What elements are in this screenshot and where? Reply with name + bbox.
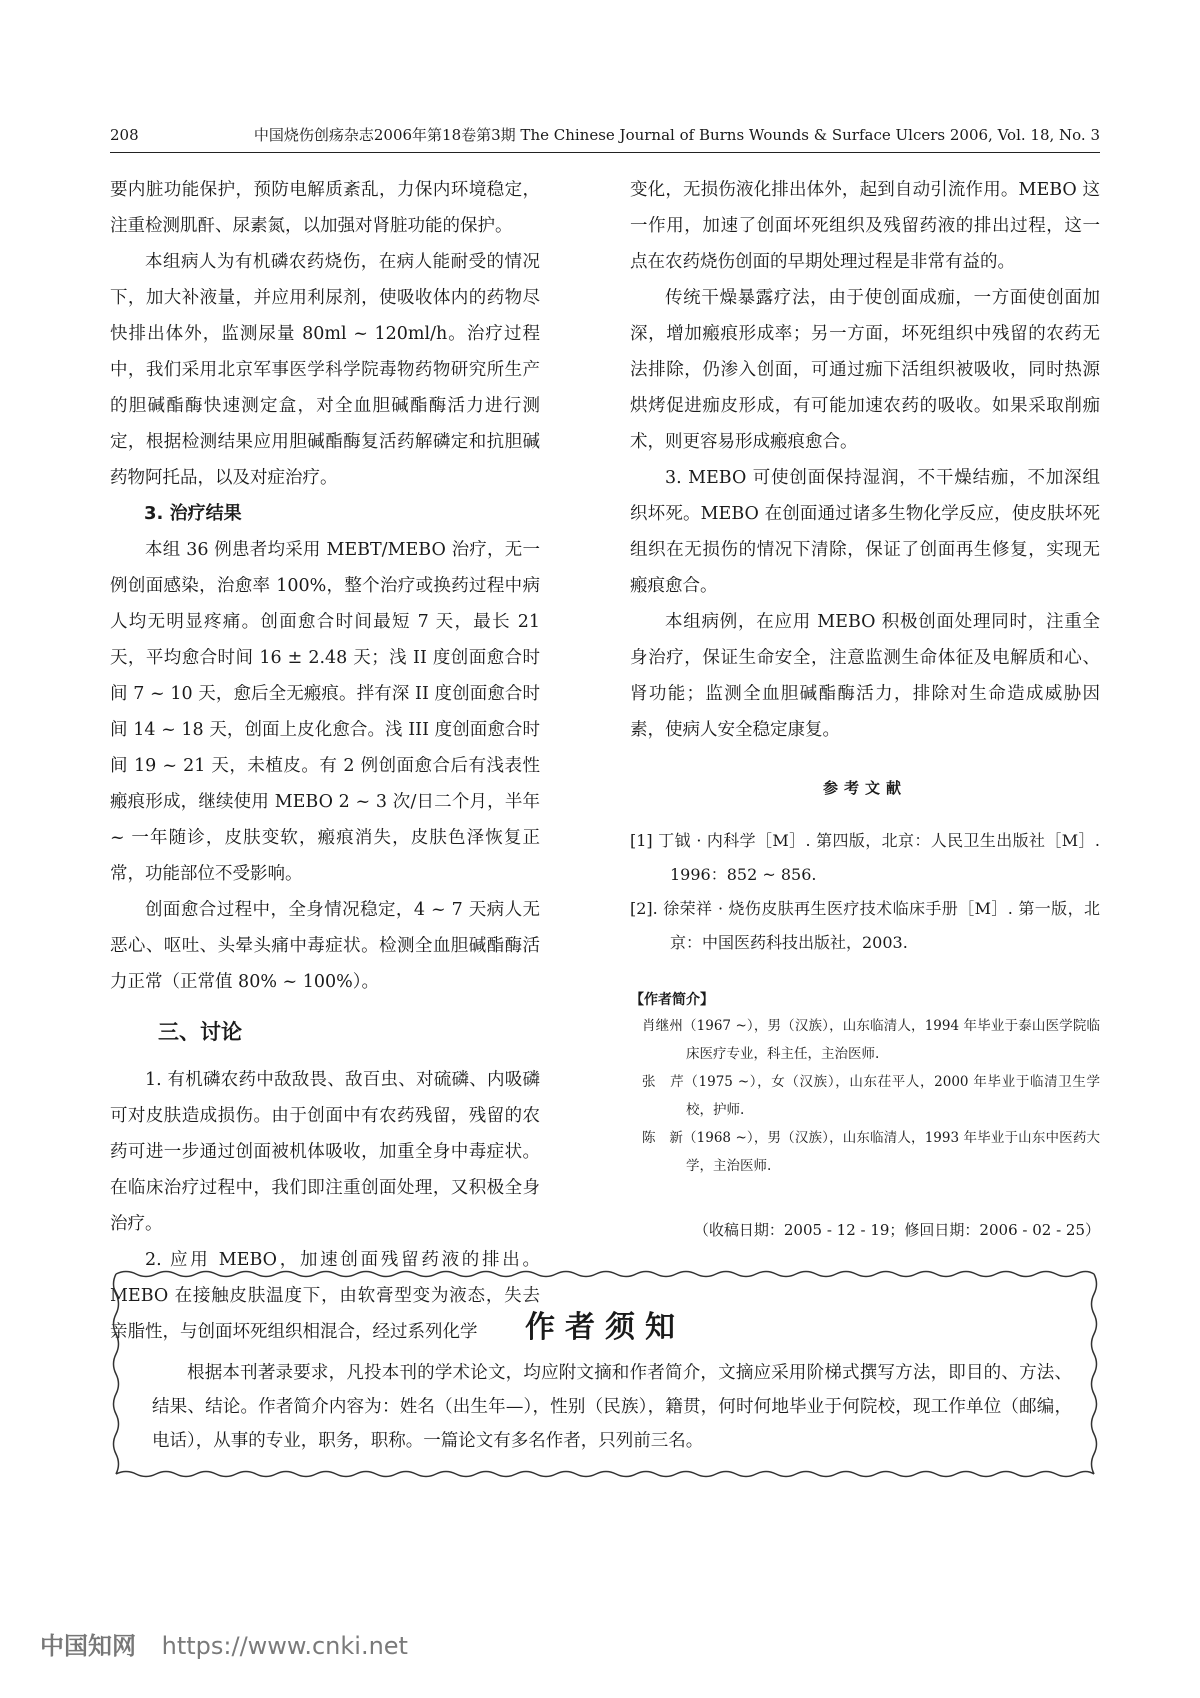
notice-title: 作者须知 [525,1310,685,1345]
received-dates: （收稿日期：2005 - 12 - 19；修回日期：2006 - 02 - 25） [693,1221,1100,1239]
paragraph: 传统干燥暴露疗法，由于使创面成痂，一方面使创面加深，增加瘢痕形成率；另一方面，坏死组织中残留的农药无法排除，仍渗入创面，可通过痂下活组织被吸收，同时热源烘烤促进痂皮形成，有可能加速农药的吸收。如果采取削痂术，则更容易形成瘢痕愈合。 [630,288,1100,452]
paragraph: 1. 有机磷农药中敌敌畏、敌百虫、对硫磷、内吸磷可对皮肤造成损伤。由于创面中有农药残留，残留的农药可进一步通过创面被机体吸收，加重全身中毒症状。在临床治疗过程中，我们即注重创面处理，又积极全身治疗。 [110,1070,540,1234]
paragraph: 要内脏功能保护，预防电解质紊乱，力保内环境稳定，注重检测肌酐、尿素氮，以加强对肾脏功能的保护。 [110,180,540,236]
reference-item: [1] 丁钺 · 内科学［M］. 第四版，北京：人民卫生出版社［M］. 1996：852 ~ 856. [630,831,1100,884]
cnki-brand: 中国知网 [40,1632,136,1660]
running-header [110,124,1100,153]
section-heading-results: 3. 治疗结果 [144,503,242,524]
author-notice-box [110,1268,1100,1480]
cnki-watermark [40,1626,408,1661]
cnki-url[interactable]: https://www.cnki.net [161,1632,408,1660]
reference-item: [2]. 徐荣祥 · 烧伤皮肤再生医疗技术临床手册［M］. 第一版，北京：中国医药科技出版社，2003. [630,899,1100,952]
author-bio-item: 陈 新（1968 ~），男（汉族），山东临清人，1993 年毕业于山东中医药大学，主治医师. [642,1130,1100,1174]
left-column [110,172,540,1350]
paragraph: 3. MEBO 可使创面保持湿润，不干燥结痂，不加深组织坏死。MEBO 在创面通过诸多生物化学反应，使皮肤坏死组织在无损伤的情况下清除，保证了创面再生修复，实现无瘢痕愈合。 [630,468,1100,596]
author-bio-item: 张 芹（1975 ~），女（汉族），山东茌平人，2000 年毕业于临清卫生学校，护师. [642,1074,1100,1118]
paragraph: 变化，无损伤液化排出体外，起到自动引流作用。MEBO 这一作用，加速了创面坏死组织及残留药液的排出过程，这一点在农药烧伤创面的早期处理过程是非常有益的。 [630,180,1100,272]
references-heading: 参考文献 [822,779,907,797]
paragraph: 本组病例，在应用 MEBO 积极创面处理同时，注重全身治疗，保证生命安全，注意监测生命体征及电解质和心、肾功能；监测全血胆碱酯酶活力，排除对生命造成威胁因素，使病人安全稳定康复。 [630,612,1100,740]
paragraph: 本组 36 例患者均采用 MEBT/MEBO 治疗，无一例创面感染，治愈率 100%，整个治疗或换药过程中病人均无明显疼痛。创面愈合时间最短 7 天，最长 21 天，平均愈合时间 16 ± 2.48 天；浅 II 度创面愈合时间 7 ~ 10 天，愈后全无瘢痕。拌有深 II 度创面愈合时间 14 ~ 18 天，创面上皮化愈合。浅 III 度创面愈合时间 19 ~ 21 天，未植皮。有 2 例创面愈合后有浅表性瘢痕形成，继续使用 MEBO 2 ~ 3 次/日二个月，半年 ~ 一年随诊，皮肤变软，瘢痕消失，皮肤色泽恢复正常，功能部位不受影响。 [110,540,540,884]
paragraph: 2. 应用 MEBO，加速创面残留药液的排出。MEBO 在接触皮肤温度下，由软膏型变为液态，失去亲脂性，与创面坏死组织相混合，经过系列化学 [110,1250,540,1342]
section-heading-discussion: 三、讨论 [158,1020,242,1044]
page-number: 208 [110,126,139,144]
journal-citation: 中国烧伤创疡杂志2006年第18卷第3期 The Chinese Journal of Burns Wounds & Surface Ulcers 2006, Vol. 18, No. 3 [253,126,1100,144]
right-column [630,172,1100,1242]
author-bio-heading: 【作者简介】 [630,992,714,1008]
paragraph: 本组病人为有机磷农药烧伤，在病人能耐受的情况下，加大补液量，并应用利尿剂，使吸收体内的药物尽快排出体外，监测尿量 80ml ~ 120ml/h。治疗过程中，我们采用北京军事医学科学院毒物药物研究所生产的胆碱酯酶快速测定盒，对全血胆碱酯酶活力进行测定，根据检测结果应用胆碱酯酶复活药解磷定和抗胆碱药物阿托品，以及对症治疗。 [110,252,540,488]
author-bio-item: 肖继州（1967 ~），男（汉族），山东临清人，1994 年毕业于泰山医学院临床医疗专业，科主任，主治医师. [642,1018,1100,1062]
notice-body: 根据本刊著录要求，凡投本刊的学术论文，均应附文摘和作者简介，文摘应采用阶梯式撰写方法，即目的、方法、结果、结论。作者简介内容为：姓名（出生年—），性别（民族），籍贯，何时何地毕业于何院校，现工作单位（邮编，电话），从事的专业，职务，职称。一篇论文有多名作者，只列前三名。 [152,1363,1072,1451]
paragraph: 创面愈合过程中，全身情况稳定，4 ~ 7 天病人无恶心、呕吐、头晕头痛中毒症状。检测全血胆碱酯酶活力正常（正常值 80% ~ 100%）。 [110,900,540,992]
